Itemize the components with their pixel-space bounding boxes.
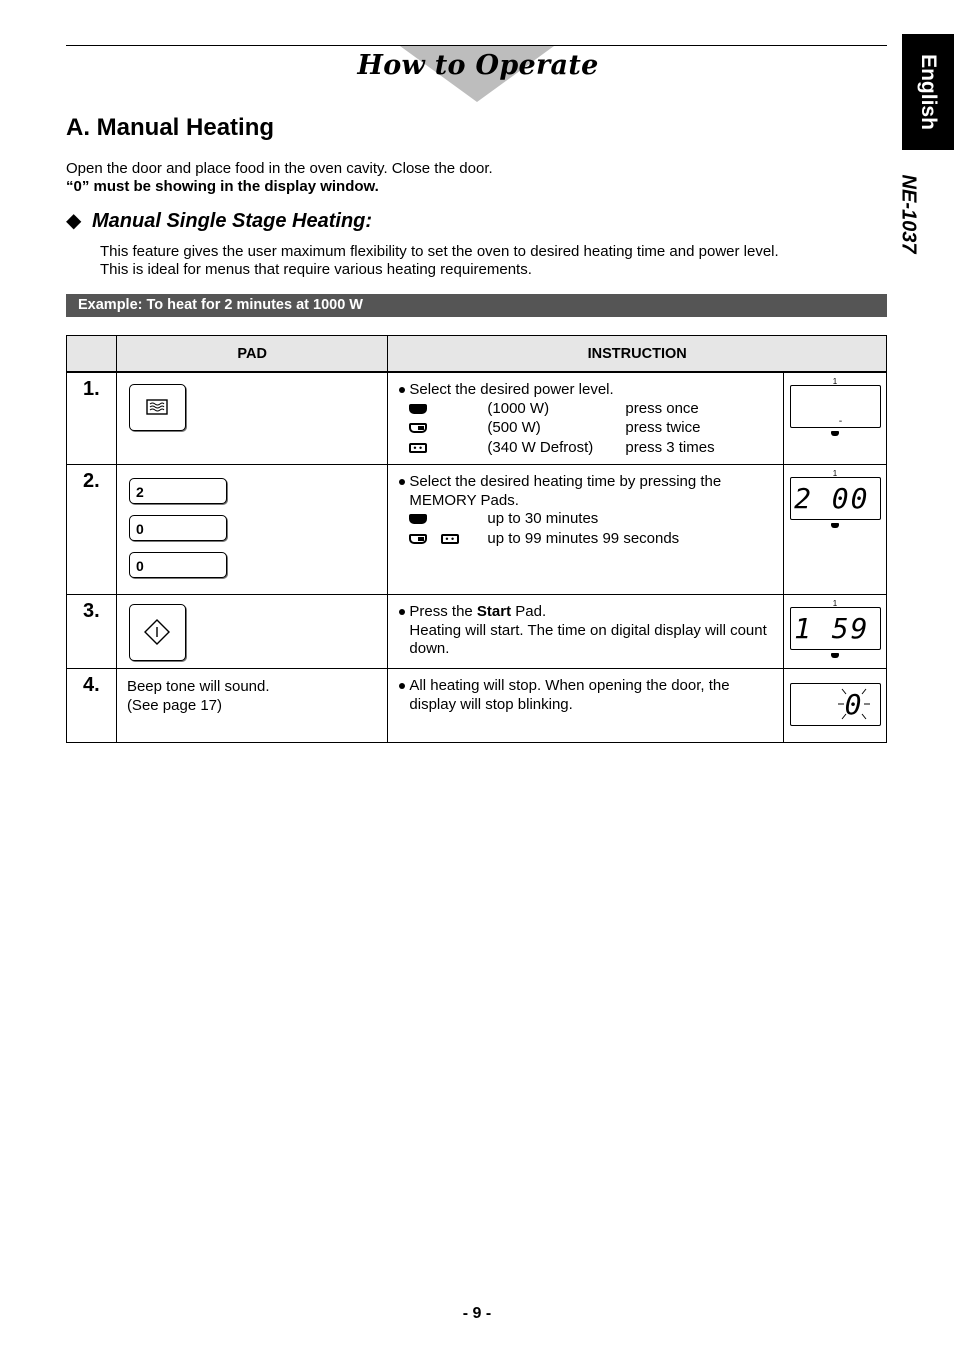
power-option-action: press twice (625, 419, 701, 436)
blink-rays-icon (834, 685, 874, 723)
header-instruction: INSTRUCTION (388, 336, 887, 373)
memory-pad-2[interactable]: 2 (129, 478, 227, 504)
display-digits: 0 (844, 688, 864, 721)
display-window (790, 683, 881, 726)
instruction-cell (388, 465, 784, 595)
power-option-value: (500 W) (487, 419, 541, 436)
diamond-bullet-icon: ◆ (66, 210, 82, 232)
table-row (67, 669, 887, 743)
display-digits: 2 00 (794, 482, 870, 515)
instruction-text: Press the Start Pad. Heating will start. The time on digital display will count down. (398, 603, 775, 659)
intro-line: Open the door and place food in the oven cavity. Close the door. (66, 160, 493, 177)
defrost-icon (441, 534, 459, 544)
header-pad: PAD (116, 336, 387, 373)
example-bar: Example: To heat for 2 minutes at 1000 W (66, 294, 887, 317)
instruction-text: All heating will stop. When opening the door, the display will stop blinking. (398, 677, 775, 714)
display-window (790, 377, 881, 428)
power-full-icon (409, 404, 427, 414)
pad-cell (116, 595, 387, 669)
display-digits: - (837, 416, 846, 427)
power-level-pad[interactable] (129, 384, 186, 431)
power-option-action: press 3 times (625, 438, 715, 456)
display-cell (784, 669, 887, 743)
intro-text (66, 160, 493, 196)
feature-line: This feature gives the user maximum flexibility to set the oven to desired heating time and power level. (100, 243, 779, 260)
power-indicator-icon (831, 431, 839, 436)
pad-cell (116, 465, 387, 595)
power-full-icon (409, 514, 427, 524)
memory-pad-0[interactable]: 0 (129, 552, 227, 578)
power-indicator-icon (831, 653, 839, 658)
display-digits: 1 59 (794, 612, 870, 645)
instruction-text: Select the desired power level. (398, 381, 775, 400)
step-number: 2. (67, 465, 117, 595)
language-tab (902, 34, 954, 150)
beep-note: Beep tone will sound. (126, 678, 270, 695)
defrost-icon (409, 443, 427, 453)
display-indicator: 1 (832, 599, 838, 608)
time-limit-list (398, 510, 775, 549)
subsection-title (66, 208, 372, 233)
step-number: 3. (67, 595, 117, 669)
step-number: 1. (67, 372, 117, 465)
memory-pad-0[interactable]: 0 (129, 515, 227, 541)
table-row (67, 595, 887, 669)
power-option-action: press once (625, 399, 699, 417)
page-reference: (See page 17) (126, 696, 223, 714)
step-number: 4. (67, 669, 117, 743)
power-half-icon (409, 534, 427, 544)
page-number: - 9 - (462, 1305, 492, 1322)
power-option-value: (1000 W) (487, 399, 550, 417)
time-limit-text: up to 99 minutes 99 seconds (487, 529, 680, 547)
page-title: How to Operate (357, 50, 599, 81)
feature-line: This is ideal for menus that require various heating requirements. (100, 261, 532, 278)
pad-cell (116, 372, 387, 465)
model-number: NE-1037 (897, 174, 920, 254)
display-window (790, 599, 881, 650)
subsection-title-text: Manual Single Stage Heating: (92, 210, 373, 232)
language-label: English (917, 54, 940, 130)
time-limit-text: up to 30 minutes (487, 510, 599, 527)
power-option-value: (340 W Defrost) (487, 438, 594, 456)
power-level-icon (146, 399, 168, 415)
section-title: A. Manual Heating (66, 114, 275, 141)
display-window (790, 469, 881, 520)
operation-table (66, 335, 887, 743)
table-header-row (67, 336, 887, 373)
instruction-cell (388, 669, 784, 743)
power-indicator-icon (831, 523, 839, 528)
power-option-list (398, 400, 775, 459)
header-step (67, 336, 117, 373)
start-icon (144, 619, 170, 645)
instruction-text: Select the desired heating time by pressing the MEMORY Pads. (398, 473, 775, 510)
display-cell (784, 372, 887, 465)
intro-note: “0” must be showing in the display window. (66, 178, 379, 195)
instruction-cell (388, 595, 784, 669)
display-indicator: 1 (832, 377, 838, 386)
display-cell (784, 595, 887, 669)
table-row (67, 372, 887, 465)
display-indicator: 1 (832, 469, 838, 478)
instruction-cell (388, 372, 784, 465)
power-half-icon (409, 423, 427, 433)
display-cell (784, 465, 887, 595)
feature-description (100, 243, 779, 279)
start-pad[interactable] (129, 604, 186, 661)
table-row (67, 465, 887, 595)
pad-cell (116, 669, 387, 743)
